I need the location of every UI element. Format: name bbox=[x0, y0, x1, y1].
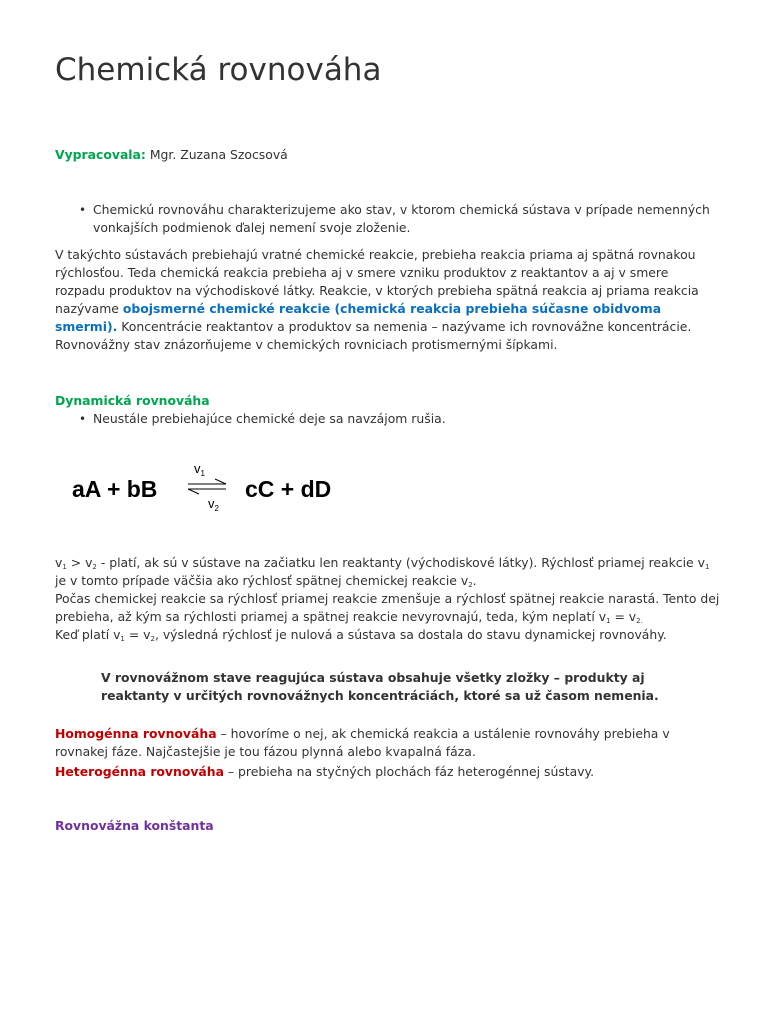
paragraph-text-a: V takýchto sústavách prebiehajú vratné chemické reakcie, prebieha reakcia priama aj spätná rovnakou rýchlosťou. Teda chemická reakcia prebieha aj v smere vzniku produktov z reaktantov a aj v smere rozpadu produktov na východiskové látky. Reakcie, v ktorých prebieha spätná reakcia aj priama reakcia nazývame bbox=[55, 247, 699, 316]
paragraph-reversible bbox=[55, 246, 720, 354]
rates-block bbox=[55, 554, 720, 644]
intro-bullet: • Chemickú rovnováhu charakterizujeme ako stav, v ktorom chemická sústava v prípade nemenných vonkajších podmienok ďalej nemení svoje zloženie. bbox=[55, 201, 720, 237]
rates-line-1: $v_1 > v_2$ - platí, ak sú v sústave na začiatku len reaktanty (východiskové látky). Rýchlosť priamej reakcie $v_1$ bbox=[55, 555, 710, 571]
dynamic-bullet: • Neustále prebiehajúce chemické deje sa navzájom rušia. bbox=[55, 410, 720, 428]
homogeneous-text: – hovoríme o nej, ak chemická reakcia a ustálenie rovnováhy prebieha v rovnakej fáze. Najčastejšie je tou fázou plynná alebo kvapalná fáza. bbox=[55, 726, 670, 759]
heterogeneous-paragraph bbox=[55, 763, 720, 781]
equilibrium-equation bbox=[70, 460, 370, 520]
backward-arrow-head bbox=[188, 489, 199, 494]
dynamic-heading: Dynamická rovnováha bbox=[55, 393, 210, 408]
constant-heading: Rovnovážna konštanta bbox=[55, 818, 214, 833]
author-line bbox=[55, 146, 288, 164]
homogeneous-paragraph bbox=[55, 725, 675, 761]
equation-products: cC + dD bbox=[245, 476, 332, 502]
rates-line-2: je v tomto prípade väčšia ako rýchlosť spätnej chemickej reakcie $v_2$. bbox=[55, 573, 477, 589]
paragraph-text-b: Koncentrácie reaktantov a produktov sa nemenia – nazývame ich rovnovážne koncentrácie. Rovnovážny stav znázorňujeme v chemických rovniciach protismernými šípkami. bbox=[55, 319, 692, 352]
equation-v2-label: $v_2$ bbox=[208, 496, 219, 513]
forward-arrow-head bbox=[215, 479, 226, 484]
equation-v1-label: $v_1$ bbox=[194, 461, 205, 478]
page-title: Chemická rovnováha bbox=[55, 52, 382, 88]
author-name: Mgr. Zuzana Szocsová bbox=[149, 147, 288, 162]
intro-list bbox=[55, 201, 720, 237]
equilibrium-note: V rovnovážnom stave reagujúca sústava obsahuje všetky zložky – produkty aj reaktanty v určitých rovnovážnych koncentráciách, ktoré sa už časom nemenia. bbox=[101, 670, 659, 703]
dynamic-list bbox=[55, 410, 720, 428]
heterogeneous-text: – prebieha na styčných plochách fáz heterogénnej sústavy. bbox=[223, 764, 595, 779]
author-label: Vypracovala: bbox=[55, 147, 146, 162]
rates-line-3: Počas chemickej reakcie sa rýchlosť priamej reakcie zmenšuje a rýchlosť spätnej reakcie narastá. Tento dej prebieha, až kým sa rýchlosti priamej a spätnej reakcie nevyrovnajú, teda, kým neplatí $v_1 = v_{2.}$ bbox=[55, 591, 720, 625]
heterogeneous-term: Heterogénna rovnováha bbox=[55, 764, 224, 779]
paragraph-highlight: obojsmerné chemické reakcie (chemická reakcia prebieha súčasne obidvoma smermi). bbox=[55, 301, 662, 334]
equation-reactants: aA + bB bbox=[72, 476, 158, 502]
homogeneous-term: Homogénna rovnováha bbox=[55, 726, 217, 741]
rates-line-4: Keď platí $v_1 = v_2$, výsledná rýchlosť je nulová a sústava sa dostala do stavu dynamickej rovnováhy. bbox=[55, 627, 667, 643]
